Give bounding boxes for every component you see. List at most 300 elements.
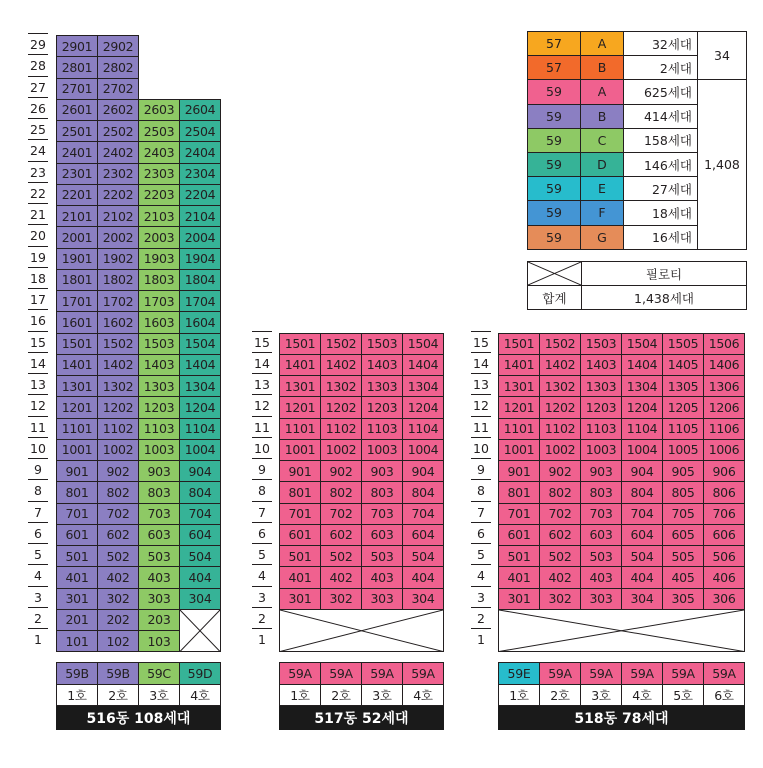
unit-cell: 2301 — [56, 163, 98, 185]
unit-cell: 704 — [402, 503, 444, 525]
unit-cell: 301 — [498, 588, 540, 610]
unit-cell: 802 — [539, 481, 581, 503]
legend-type: G — [580, 225, 624, 250]
unit-cell: 1203 — [361, 396, 403, 418]
unit-cell: 1103 — [580, 418, 622, 440]
unit-cell: 1202 — [97, 396, 139, 418]
unit-cell: 1704 — [179, 290, 221, 312]
unit-cell: 1501 — [498, 333, 540, 355]
legend-unit-count: 27세대 — [623, 176, 698, 201]
legend-unit-count: 18세대 — [623, 200, 698, 225]
unit-cell: 1802 — [97, 269, 139, 291]
unit-cell: 201 — [56, 609, 98, 631]
unit-cell: 2701 — [56, 78, 98, 100]
unit-cell: 504 — [402, 545, 444, 567]
unit-cell: 1003 — [138, 439, 180, 461]
unit-cell: 2001 — [56, 226, 98, 248]
unit-cell: 1901 — [56, 248, 98, 270]
unit-cell: 901 — [279, 460, 321, 482]
floor-label: 9 — [28, 458, 48, 479]
unit-cell: 902 — [97, 460, 139, 482]
unit-cell: 1204 — [621, 396, 663, 418]
unit-number-label: 3호 — [580, 684, 622, 706]
unit-cell: 403 — [138, 566, 180, 588]
unit-type-label: 59B — [97, 662, 139, 685]
unit-number-label: 6호 — [703, 684, 745, 706]
unit-cell: 806 — [703, 481, 745, 503]
unit-cell: 1006 — [703, 439, 745, 461]
unit-cell: 506 — [703, 545, 745, 567]
unit-cell: 803 — [138, 481, 180, 503]
unit-type-label: 59A — [703, 662, 745, 685]
floor-label: 27 — [28, 76, 48, 97]
unit-cell: 1303 — [138, 375, 180, 397]
floor-label: 10 — [471, 437, 491, 458]
unit-cell: 403 — [580, 566, 622, 588]
unit-cell: 304 — [621, 588, 663, 610]
unit-cell: 1102 — [97, 418, 139, 440]
unit-cell: 501 — [56, 545, 98, 567]
unit-cell: 1801 — [56, 269, 98, 291]
unit-cell: 2101 — [56, 205, 98, 227]
unit-cell: 1403 — [138, 354, 180, 376]
unit-cell: 1501 — [56, 333, 98, 355]
unit-cell: 1504 — [402, 333, 444, 355]
floor-label: 4 — [471, 564, 491, 585]
legend-unit-count: 158세대 — [623, 128, 698, 153]
unit-cell: 303 — [580, 588, 622, 610]
unit-cell: 604 — [621, 524, 663, 546]
floor-label: 6 — [471, 522, 491, 543]
legend-size: 59 — [527, 176, 581, 201]
unit-cell: 903 — [138, 460, 180, 482]
unit-cell: 2702 — [97, 78, 139, 100]
unit-cell: 1002 — [539, 439, 581, 461]
unit-cell: 1306 — [703, 375, 745, 397]
unit-number-label: 4호 — [621, 684, 663, 706]
unit-cell: 1206 — [703, 396, 745, 418]
unit-cell: 1402 — [320, 354, 362, 376]
legend-type: B — [580, 104, 624, 129]
floor-label: 14 — [28, 352, 48, 373]
unit-cell: 1701 — [56, 290, 98, 312]
floor-label: 13 — [252, 373, 272, 394]
legend-size: 57 — [527, 55, 581, 80]
floor-label: 5 — [471, 543, 491, 564]
unit-cell: 2404 — [179, 141, 221, 163]
unit-cell: 1002 — [320, 439, 362, 461]
legend-piloti-label: 필로티 — [581, 261, 747, 286]
unit-cell: 901 — [56, 460, 98, 482]
unit-cell: 501 — [279, 545, 321, 567]
unit-cell: 403 — [361, 566, 403, 588]
floor-label: 13 — [471, 373, 491, 394]
unit-cell: 2201 — [56, 184, 98, 206]
legend-type: F — [580, 200, 624, 225]
unit-cell: 304 — [402, 588, 444, 610]
unit-type-label: 59C — [138, 662, 180, 685]
unit-cell: 1103 — [361, 418, 403, 440]
unit-cell: 503 — [361, 545, 403, 567]
unit-cell: 702 — [97, 503, 139, 525]
floor-label: 28 — [28, 54, 48, 75]
unit-cell: 602 — [320, 524, 362, 546]
unit-cell: 1303 — [580, 375, 622, 397]
unit-cell: 905 — [662, 460, 704, 482]
unit-cell: 402 — [320, 566, 362, 588]
floor-label: 2 — [28, 607, 48, 628]
unit-cell: 2901 — [56, 35, 98, 57]
floor-label: 29 — [28, 33, 48, 54]
unit-cell: 1502 — [539, 333, 581, 355]
unit-cell: 803 — [580, 481, 622, 503]
unit-cell: 2303 — [138, 163, 180, 185]
unit-cell: 1503 — [361, 333, 403, 355]
unit-cell: 2202 — [97, 184, 139, 206]
unit-cell: 1302 — [320, 375, 362, 397]
unit-cell: 1904 — [179, 248, 221, 270]
floor-label: 12 — [28, 394, 48, 415]
unit-cell: 1302 — [539, 375, 581, 397]
unit-cell: 1506 — [703, 333, 745, 355]
piloti-cross-mark — [499, 610, 744, 652]
unit-cell: 2902 — [97, 35, 139, 57]
legend-subtotal-59: 1,408 — [697, 79, 747, 249]
unit-cell: 706 — [703, 503, 745, 525]
floor-label: 17 — [28, 288, 48, 309]
building-title: 518동 78세대 — [498, 706, 745, 730]
unit-cell: 602 — [97, 524, 139, 546]
legend-type: D — [580, 152, 624, 177]
unit-cell: 303 — [361, 588, 403, 610]
unit-cell: 702 — [320, 503, 362, 525]
unit-cell: 805 — [662, 481, 704, 503]
unit-cell: 2104 — [179, 205, 221, 227]
unit-number-label: 4호 — [179, 684, 221, 706]
unit-cell: 1302 — [97, 375, 139, 397]
floor-label: 14 — [252, 352, 272, 373]
piloti-cross-mark — [528, 262, 581, 285]
floor-label: 11 — [471, 416, 491, 437]
legend-size: 59 — [527, 128, 581, 153]
unit-cell: 102 — [97, 630, 139, 652]
piloti-block — [179, 609, 221, 653]
floor-label: 7 — [28, 501, 48, 522]
unit-cell: 1004 — [179, 439, 221, 461]
unit-cell: 2002 — [97, 226, 139, 248]
unit-cell: 301 — [279, 588, 321, 610]
unit-cell: 406 — [703, 566, 745, 588]
unit-cell: 305 — [662, 588, 704, 610]
unit-cell: 601 — [498, 524, 540, 546]
unit-cell: 1402 — [97, 354, 139, 376]
unit-cell: 1703 — [138, 290, 180, 312]
unit-cell: 1201 — [56, 396, 98, 418]
unit-cell: 1201 — [279, 396, 321, 418]
unit-cell: 2604 — [179, 99, 221, 121]
floor-label: 3 — [471, 586, 491, 607]
unit-cell: 505 — [662, 545, 704, 567]
floor-label: 26 — [28, 97, 48, 118]
unit-cell: 2004 — [179, 226, 221, 248]
unit-cell: 1204 — [402, 396, 444, 418]
unit-cell: 1501 — [279, 333, 321, 355]
unit-cell: 1102 — [320, 418, 362, 440]
unit-cell: 502 — [539, 545, 581, 567]
unit-cell: 2203 — [138, 184, 180, 206]
unit-type-label: 59B — [56, 662, 98, 685]
unit-cell: 2601 — [56, 99, 98, 121]
unit-cell: 503 — [580, 545, 622, 567]
legend-total-value: 1,438세대 — [581, 285, 747, 310]
unit-cell: 605 — [662, 524, 704, 546]
floor-label: 9 — [252, 458, 272, 479]
unit-number-label: 1호 — [279, 684, 321, 706]
unit-cell: 1102 — [539, 418, 581, 440]
unit-cell: 1104 — [179, 418, 221, 440]
floor-label: 22 — [28, 182, 48, 203]
unit-cell: 704 — [621, 503, 663, 525]
unit-cell: 604 — [402, 524, 444, 546]
unit-cell: 1205 — [662, 396, 704, 418]
unit-cell: 1004 — [402, 439, 444, 461]
unit-cell: 702 — [539, 503, 581, 525]
unit-cell: 602 — [539, 524, 581, 546]
floor-label: 15 — [28, 331, 48, 352]
unit-cell: 1104 — [402, 418, 444, 440]
unit-cell: 402 — [539, 566, 581, 588]
unit-cell: 1405 — [662, 354, 704, 376]
unit-cell: 801 — [56, 481, 98, 503]
unit-cell: 202 — [97, 609, 139, 631]
unit-cell: 1303 — [361, 375, 403, 397]
unit-cell: 601 — [279, 524, 321, 546]
unit-cell: 1101 — [498, 418, 540, 440]
unit-cell: 1702 — [97, 290, 139, 312]
unit-cell: 504 — [621, 545, 663, 567]
unit-cell: 1105 — [662, 418, 704, 440]
floor-label: 16 — [28, 309, 48, 330]
unit-cell: 606 — [703, 524, 745, 546]
unit-cell: 306 — [703, 588, 745, 610]
unit-type-label: 59A — [580, 662, 622, 685]
unit-cell: 601 — [56, 524, 98, 546]
unit-type-label: 59A — [662, 662, 704, 685]
floor-label: 3 — [252, 586, 272, 607]
unit-cell: 1602 — [97, 311, 139, 333]
piloti-cross-mark — [280, 610, 443, 652]
legend-type: B — [580, 55, 624, 80]
unit-cell: 902 — [539, 460, 581, 482]
unit-cell: 1503 — [580, 333, 622, 355]
unit-cell: 1404 — [402, 354, 444, 376]
unit-cell: 405 — [662, 566, 704, 588]
floor-label: 15 — [252, 331, 272, 352]
unit-cell: 1502 — [320, 333, 362, 355]
unit-cell: 1403 — [361, 354, 403, 376]
unit-cell: 603 — [580, 524, 622, 546]
unit-cell: 906 — [703, 460, 745, 482]
unit-cell: 1104 — [621, 418, 663, 440]
unit-type-label: 59A — [279, 662, 321, 685]
unit-number-label: 5호 — [662, 684, 704, 706]
unit-cell: 1003 — [361, 439, 403, 461]
unit-cell: 2603 — [138, 99, 180, 121]
unit-cell: 401 — [279, 566, 321, 588]
legend-unit-count: 146세대 — [623, 152, 698, 177]
piloti-block — [279, 609, 444, 653]
unit-cell: 1504 — [179, 333, 221, 355]
unit-cell: 703 — [138, 503, 180, 525]
floor-label: 7 — [471, 501, 491, 522]
unit-cell: 801 — [498, 481, 540, 503]
floor-label: 19 — [28, 246, 48, 267]
floor-label: 4 — [28, 564, 48, 585]
legend-size: 59 — [527, 200, 581, 225]
unit-cell: 904 — [402, 460, 444, 482]
floor-label: 21 — [28, 203, 48, 224]
unit-cell: 1001 — [498, 439, 540, 461]
unit-cell: 1203 — [138, 396, 180, 418]
unit-cell: 1803 — [138, 269, 180, 291]
floor-label: 1 — [28, 628, 48, 649]
unit-cell: 904 — [179, 460, 221, 482]
floor-label: 6 — [252, 522, 272, 543]
legend-type: A — [580, 31, 624, 56]
unit-cell: 1305 — [662, 375, 704, 397]
unit-cell: 1101 — [56, 418, 98, 440]
floor-label: 11 — [252, 416, 272, 437]
unit-cell: 801 — [279, 481, 321, 503]
unit-number-label: 3호 — [138, 684, 180, 706]
floor-label: 8 — [28, 479, 48, 500]
unit-cell: 2802 — [97, 56, 139, 78]
unit-cell: 2801 — [56, 56, 98, 78]
floor-label: 6 — [28, 522, 48, 543]
unit-cell: 1001 — [279, 439, 321, 461]
unit-cell: 1101 — [279, 418, 321, 440]
floor-label: 5 — [28, 543, 48, 564]
unit-cell: 802 — [320, 481, 362, 503]
floor-label: 23 — [28, 161, 48, 182]
unit-number-label: 2호 — [97, 684, 139, 706]
unit-cell: 1004 — [621, 439, 663, 461]
unit-cell: 803 — [361, 481, 403, 503]
unit-cell: 704 — [179, 503, 221, 525]
floor-label: 1 — [471, 628, 491, 649]
unit-type-label: 59A — [621, 662, 663, 685]
unit-cell: 701 — [498, 503, 540, 525]
unit-type-label: 59A — [402, 662, 444, 685]
unit-cell: 1304 — [402, 375, 444, 397]
floor-label: 25 — [28, 118, 48, 139]
unit-number-label: 2호 — [320, 684, 362, 706]
floor-label: 5 — [252, 543, 272, 564]
unit-cell: 604 — [179, 524, 221, 546]
unit-cell: 903 — [580, 460, 622, 482]
building-title: 516동 108세대 — [56, 706, 221, 730]
unit-cell: 2503 — [138, 120, 180, 142]
unit-cell: 402 — [97, 566, 139, 588]
unit-cell: 2602 — [97, 99, 139, 121]
floor-label: 3 — [28, 586, 48, 607]
unit-cell: 1401 — [498, 354, 540, 376]
unit-cell: 804 — [179, 481, 221, 503]
floor-label: 13 — [28, 373, 48, 394]
floor-label: 15 — [471, 331, 491, 352]
floor-label: 20 — [28, 224, 48, 245]
unit-cell: 2304 — [179, 163, 221, 185]
unit-cell: 703 — [361, 503, 403, 525]
piloti-block — [498, 609, 745, 653]
unit-cell: 1406 — [703, 354, 745, 376]
unit-cell: 2501 — [56, 120, 98, 142]
unit-cell: 502 — [97, 545, 139, 567]
unit-cell: 1301 — [498, 375, 540, 397]
unit-cell: 1001 — [56, 439, 98, 461]
legend-type: E — [580, 176, 624, 201]
unit-cell: 1404 — [179, 354, 221, 376]
unit-cell: 903 — [361, 460, 403, 482]
unit-number-label: 1호 — [56, 684, 98, 706]
unit-cell: 1505 — [662, 333, 704, 355]
floor-label: 4 — [252, 564, 272, 585]
unit-cell: 1403 — [580, 354, 622, 376]
legend-subtotal-57: 34 — [697, 31, 747, 80]
floor-label: 1 — [252, 628, 272, 649]
unit-cell: 302 — [97, 588, 139, 610]
unit-cell: 1902 — [97, 248, 139, 270]
floor-label: 11 — [28, 416, 48, 437]
floor-label: 10 — [252, 437, 272, 458]
unit-cell: 2401 — [56, 141, 98, 163]
unit-type-label: 59A — [320, 662, 362, 685]
unit-number-label: 1호 — [498, 684, 540, 706]
unit-cell: 1404 — [621, 354, 663, 376]
unit-cell: 1603 — [138, 311, 180, 333]
unit-cell: 303 — [138, 588, 180, 610]
unit-cell: 2103 — [138, 205, 180, 227]
unit-cell: 1401 — [56, 354, 98, 376]
legend-size: 57 — [527, 31, 581, 56]
unit-cell: 404 — [179, 566, 221, 588]
legend-unit-count: 625세대 — [623, 79, 698, 104]
floor-label: 7 — [252, 501, 272, 522]
legend-unit-count: 32세대 — [623, 31, 698, 56]
unit-cell: 404 — [402, 566, 444, 588]
unit-cell: 1503 — [138, 333, 180, 355]
legend-size: 59 — [527, 225, 581, 250]
floor-label: 2 — [471, 607, 491, 628]
piloti-cross-mark — [180, 610, 220, 652]
unit-cell: 1202 — [539, 396, 581, 418]
unit-cell: 2504 — [179, 120, 221, 142]
unit-type-label: 59D — [179, 662, 221, 685]
legend-size: 59 — [527, 152, 581, 177]
unit-cell: 502 — [320, 545, 362, 567]
unit-cell: 2102 — [97, 205, 139, 227]
unit-cell: 302 — [320, 588, 362, 610]
unit-cell: 2204 — [179, 184, 221, 206]
unit-cell: 705 — [662, 503, 704, 525]
unit-cell: 1202 — [320, 396, 362, 418]
unit-type-label: 59E — [498, 662, 540, 685]
unit-cell: 2502 — [97, 120, 139, 142]
unit-cell: 203 — [138, 609, 180, 631]
unit-cell: 2402 — [97, 141, 139, 163]
unit-type-label: 59A — [539, 662, 581, 685]
legend-piloti-symbol — [527, 261, 582, 286]
